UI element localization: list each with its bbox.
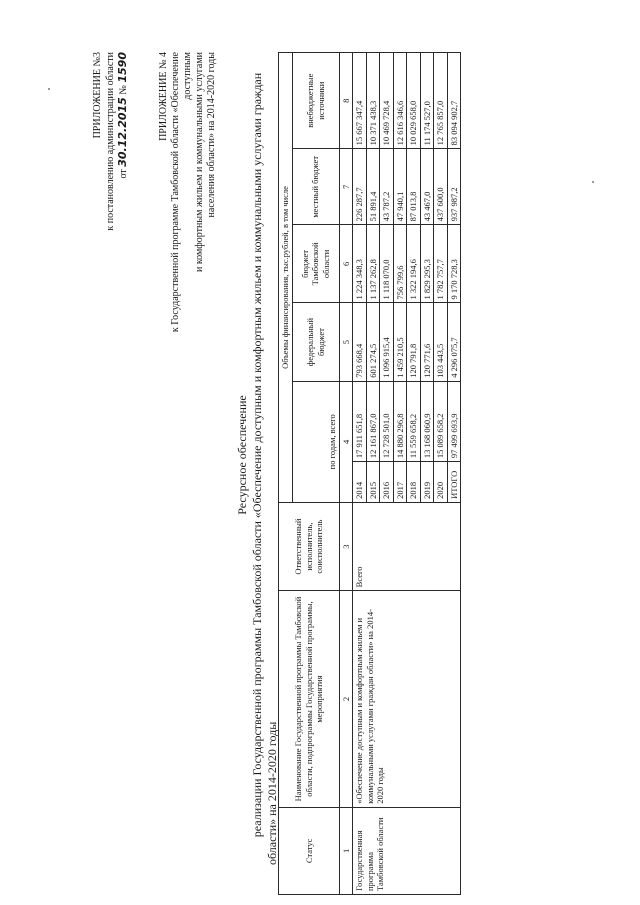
header-regional: бюджет Тамбовской области xyxy=(292,225,339,303)
year-cell: 2014 xyxy=(353,462,367,503)
status-cell: Государственная программа Тамбовской области xyxy=(353,807,461,894)
year-cell: 2017 xyxy=(393,462,407,503)
offbudget-cell: 12 616 346,6 xyxy=(393,53,407,149)
appendix-3-decree-line: к постановлению администрации области xyxy=(104,52,116,231)
appendix-4-line-1: к Государственной программе Тамбовской области «Обеспечение доступным xyxy=(170,52,193,333)
header-row-1 xyxy=(279,53,293,895)
year-cell: ИТОГО xyxy=(447,462,461,503)
regional-cell: 1 322 194,6 xyxy=(407,225,421,303)
offbudget-cell: 10 469 728,4 xyxy=(380,53,394,149)
col-number: 6 xyxy=(339,225,353,303)
year-cell: 2020 xyxy=(434,462,448,503)
col-number: 4 xyxy=(339,381,353,502)
total-cell: 12 728 501,0 xyxy=(380,381,394,461)
year-cell: 2016 xyxy=(380,462,394,503)
total-cell: 11 559 658,2 xyxy=(407,381,421,461)
col-number: 7 xyxy=(339,149,353,225)
local-cell: 437 600,0 xyxy=(434,149,448,225)
heading-line-2: реализации Государственной программы Тамбовской области «Обеспечение доступным и комфортным жильем и коммунальными услугами граждан xyxy=(250,72,264,838)
column-number-row xyxy=(339,53,353,895)
col-number: 3 xyxy=(339,502,353,590)
appendix-4-line-2: и комфортным жильем и коммунальными услугами xyxy=(194,52,205,273)
appendix-4-block xyxy=(158,52,218,352)
resource-table xyxy=(278,52,461,895)
header-local: местный бюджет xyxy=(292,149,339,225)
header-name: Наименование Государственной программы Тамбовской области, подпрограммы Государственной программы, мероприятия xyxy=(279,591,340,807)
date-prefix: от xyxy=(118,169,129,179)
year-cell: 2018 xyxy=(407,462,421,503)
total-cell: 15 089 658,2 xyxy=(434,381,448,461)
offbudget-cell: 12 765 857,0 xyxy=(434,53,448,149)
federal-cell: 4 296 075,7 xyxy=(447,303,461,381)
header-status: Статус xyxy=(279,807,340,894)
regional-cell: 1 137 262,8 xyxy=(366,225,380,303)
local-cell: 43 787,2 xyxy=(380,149,394,225)
number-prefix: № xyxy=(118,85,129,95)
decree-date: 30.12.2015 xyxy=(116,97,129,167)
offbudget-cell: 83 094 902,7 xyxy=(447,53,461,149)
appendix-3-block xyxy=(92,52,131,292)
regional-cell: 1 118 070,0 xyxy=(380,225,394,303)
appendix-3-date-line xyxy=(117,52,131,292)
offbudget-cell: 10 029 658,0 xyxy=(407,53,421,149)
document-heading xyxy=(235,25,280,885)
total-cell: 97 499 693,9 xyxy=(447,381,461,461)
program-name-cell: «Обеспечение доступным и комфортным жильем и коммунальными услугами граждан области» на 2014-2020 годы xyxy=(353,591,461,807)
federal-cell: 601 274,5 xyxy=(366,303,380,381)
col-number: 2 xyxy=(339,591,353,807)
federal-cell: 793 668,4 xyxy=(353,303,367,381)
federal-cell: 120 791,8 xyxy=(407,303,421,381)
local-cell: 47 940,1 xyxy=(393,149,407,225)
local-cell: 226 287,7 xyxy=(353,149,367,225)
year-cell: 2019 xyxy=(420,462,434,503)
header-by-year: по годам, всего xyxy=(292,381,339,502)
federal-cell: 1 096 915,4 xyxy=(380,303,394,381)
header-offbudget: внебюджетные источники xyxy=(292,53,339,149)
federal-cell: 103 443,5 xyxy=(434,303,448,381)
scan-speck xyxy=(48,88,50,90)
local-cell: 937 987,2 xyxy=(447,149,461,225)
header-volumes: Объемы финансирования, тыс.рублей, в том числе xyxy=(279,53,293,503)
offbudget-cell: 11 174 527,0 xyxy=(420,53,434,149)
appendix-4-title: ПРИЛОЖЕНИЕ № 4 xyxy=(158,52,169,141)
regional-cell: 1 224 348,3 xyxy=(353,225,367,303)
total-cell: 12 161 867,0 xyxy=(366,381,380,461)
heading-line-1: Ресурсное обеспечение xyxy=(235,395,249,515)
local-cell: 87 013,8 xyxy=(407,149,421,225)
appendix-3-title: ПРИЛОЖЕНИЕ №3 xyxy=(92,52,103,139)
regional-cell: 1 782 757,7 xyxy=(434,225,448,303)
col-number: 5 xyxy=(339,303,353,381)
appendix-4-line-3: населения области» на 2014-2020 годы xyxy=(206,52,217,218)
year-cell: 2015 xyxy=(366,462,380,503)
table-row xyxy=(353,53,367,895)
col-number: 8 xyxy=(339,53,353,149)
total-cell: 14 880 296,8 xyxy=(393,381,407,461)
regional-cell: 1 829 295,3 xyxy=(420,225,434,303)
total-cell: 17 911 651,8 xyxy=(353,381,367,461)
col-number: 1 xyxy=(339,807,353,894)
executor-cell: Всего xyxy=(353,502,461,590)
regional-cell: 9 170 728,3 xyxy=(447,225,461,303)
scan-speck xyxy=(592,181,594,183)
heading-line-3: области» на 2014-2020 годы xyxy=(265,721,279,865)
total-cell: 13 168 060,9 xyxy=(420,381,434,461)
offbudget-cell: 10 371 438,3 xyxy=(366,53,380,149)
header-executor: Ответственный исполнитель, соисполнитель xyxy=(279,502,340,590)
decree-number: 1590 xyxy=(116,52,129,83)
federal-cell: 120 771,6 xyxy=(420,303,434,381)
header-federal: федеральный бюджет xyxy=(292,303,339,381)
local-cell: 43 467,0 xyxy=(420,149,434,225)
offbudget-cell: 15 667 347,4 xyxy=(353,53,367,149)
federal-cell: 1 459 210,5 xyxy=(393,303,407,381)
regional-cell: 756 799,6 xyxy=(393,225,407,303)
local-cell: 51 891,4 xyxy=(366,149,380,225)
